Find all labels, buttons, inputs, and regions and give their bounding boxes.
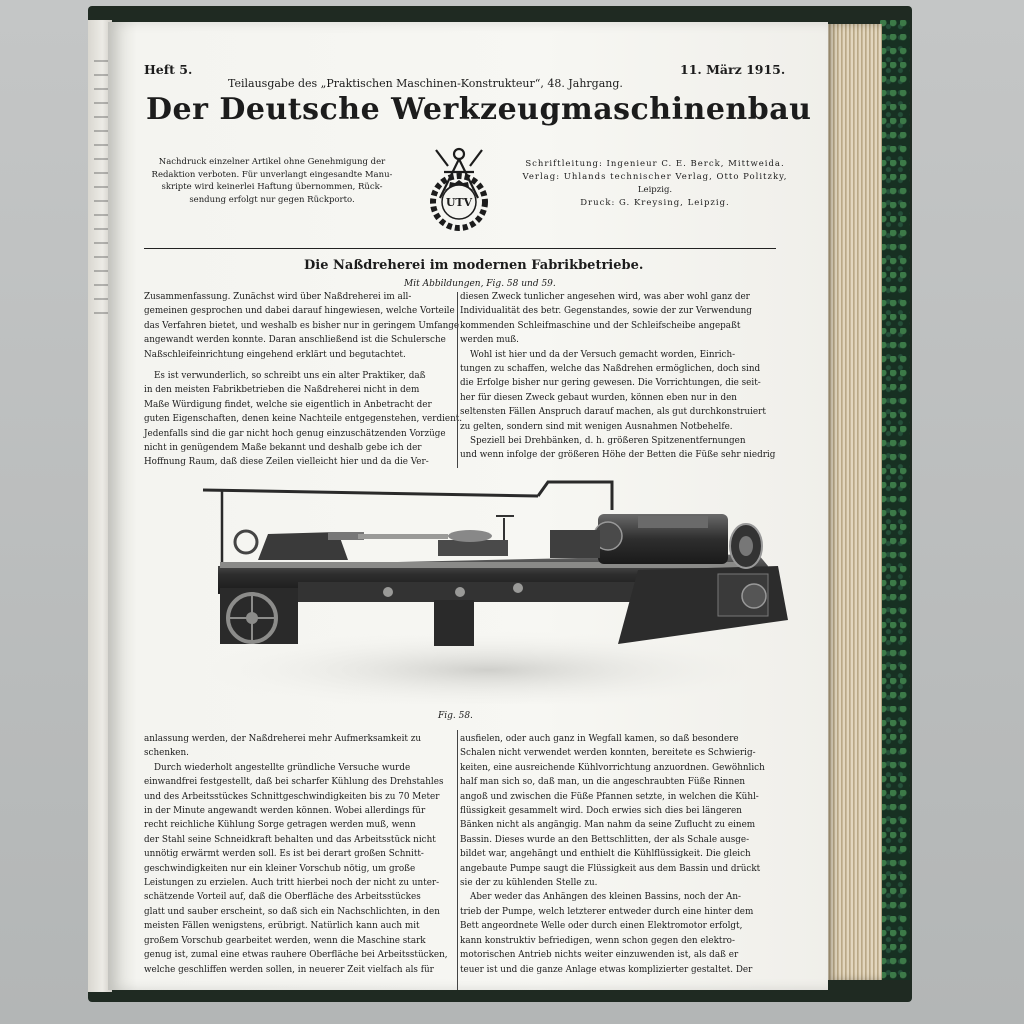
journal-title: Der Deutsche Werkzeugmaschinenbau <box>146 92 812 127</box>
text-line: zu gelten, sondern sind mit wenigen Ausnahmen Notbehelfe. <box>460 421 733 432</box>
text-line: großem Vorschub gearbeitet werden, wenn die Maschine stark <box>144 935 426 946</box>
text-line: angewandt werden konnte. Daran anschließend ist die Schulersche <box>144 335 446 346</box>
text-line: half man sich so, daß man, un die angeschraubten Füße Rinnen <box>460 777 746 788</box>
text-line: teuer ist und die ganze Anlage etwas komplizierter gestaltet. Der <box>460 964 753 975</box>
text-line: welche geschliffen werden sollen, in neuerer Zeit vielfach als für <box>144 964 434 975</box>
text-line: Aber weder das Anhängen des kleinen Bassins, noch der An- <box>470 892 741 903</box>
column-left-top <box>144 290 463 470</box>
text-line: guten Eigenschaften, denen keine Nachteile entgegenstehen, verdient. <box>144 414 463 425</box>
text-line: glatt und sauber erscheint, so daß sich ein Nachschlichten, in den <box>144 906 440 917</box>
text-line: Leistungen zu erzielen. Auch tritt hierbei noch der nicht zu unter- <box>144 878 440 889</box>
text-line: das Verfahren bietet, und weshalb es bisher nur in geringem Umfange <box>144 320 460 331</box>
text-line: genug ist, zumal eine etwas rauhere Oberfläche bei Arbeitsstücken, <box>144 950 448 961</box>
text-line: diesen Zweck tunlicher angesehen wird, was aber wohl ganz der <box>460 292 750 302</box>
text-line: sie der zu kühlenden Stelle zu. <box>460 878 598 889</box>
page-block-edges <box>826 24 882 980</box>
text-line: und wenn infolge der größeren Höhe der Betten die Füße sehr niedrig <box>460 450 776 461</box>
lathe-illustration <box>198 470 788 704</box>
text-line: in den meisten Fabrikbetrieben die Naßdreherei nicht in dem <box>144 385 420 396</box>
text-line: die Erfolge bisher nur gering gewesen. Die Vorrichtungen, die seit- <box>460 378 761 389</box>
text-line: Zusammenfassung. Zunächst wird über Naßdreherei im all- <box>144 292 412 302</box>
text-line: Maße Würdigung findet, welche sie eigentlich in Anbetracht der <box>144 399 432 410</box>
column-divider <box>457 730 458 990</box>
issue-date: 11. März 1915. <box>680 62 786 77</box>
editorial-info: Schriftleitung: Ingenieur C. E. Berck, Mittweida. Verlag: Uhlands technischer Verlag, Otto Politzky, Leipzig. Druck: G. Kreysing, Leipzig. <box>522 159 788 208</box>
reprint-notice: Nachdruck einzelner Artikel ohne Genehmigung der Redaktion verboten. Für unverlangt eingesandte Manu- skripte wird keinerlei Haftung übernommen, Rück- sendung erfolgt nur gegen Rückporto. <box>151 157 393 205</box>
marbled-cover-edge <box>880 20 910 980</box>
left-page-text-fragment <box>94 60 108 320</box>
text-line: meisten Fällen wenigstens, erübrigt. Natürlich kann auch mit <box>144 921 420 932</box>
text-line: Es ist verwunderlich, so schreibt uns ein alter Praktiker, daß <box>154 371 426 382</box>
text-line: nicht in genügendem Maße bekannt und deshalb gebe ich der <box>144 443 422 454</box>
article-subtitle: Mit Abbildungen, Fig. 58 und 59. <box>404 279 556 289</box>
text-line: ausfielen, oder auch ganz in Wegfall kamen, so daß besondere <box>460 734 739 744</box>
text-line: Wohl ist hier und da der Versuch gemacht worden, Einrich- <box>470 349 736 360</box>
text-line: Naßschleifeinrichtung eingehend erklärt und begutachtet. <box>144 349 406 360</box>
header-rule <box>144 248 776 249</box>
column-right-top <box>460 290 796 463</box>
text-line: recht reichliche Kühlung Sorge getragen werden muß, wenn <box>144 820 416 831</box>
text-line: Hoffnung Raum, daß diese Zeilen vielleicht hier und da die Ver- <box>144 457 429 468</box>
text-line: schenken. <box>144 748 189 759</box>
text-line: und des Arbeitsstückes Schnittgeschwindigkeiten bis zu 70 Meter <box>144 791 440 802</box>
column-divider <box>457 292 458 468</box>
text-line: werden muß. <box>460 335 519 346</box>
text-line: Individualität des betr. Gegenstandes, sowie der zur Verwendung <box>460 306 752 317</box>
text-line: angebaute Pumpe saugt die Flüssigkeit aus dem Bassin und drückt <box>460 863 761 874</box>
text-line: einwandfrei festgestellt, daß bei scharfer Kühlung des Drehstahles <box>144 777 444 788</box>
journal-subtitle: Teilausgabe des „Praktischen Maschinen-Konstrukteur“, 48. Jahrgang. <box>228 77 623 90</box>
text-line: Durch wiederholt angestellte gründliche Versuche wurde <box>154 762 411 773</box>
text-line: unnötig erwärmt werden soll. Es ist bei derart großen Schnitt- <box>144 849 424 860</box>
text-line: gemeinen gesprochen und dabei darauf hingewiesen, welche Vorteile <box>144 306 455 317</box>
text-line: tungen zu schaffen, welche das Naßdrehen ermöglichen, doch sind <box>460 364 761 375</box>
figure-caption: Fig. 58. <box>438 711 473 721</box>
article-title: Die Naßdreherei im modernen Fabrikbetriebe. <box>304 258 644 273</box>
text-line: keiten, eine ausreichende Kühlvorrichtung anzuordnen. Gewöhnlich <box>460 762 765 773</box>
column-right-bottom <box>460 732 796 977</box>
text-line: anlassung werden, der Naßdreherei mehr Aufmerksamkeit zu <box>144 734 422 744</box>
text-line: kommenden Schleifmaschine und der Schleifscheibe angepaßt <box>460 320 741 331</box>
text-line: flüssigkeit gesammelt wird. Doch erwies sich dies bei längeren <box>460 806 742 817</box>
issue-number: Heft 5. <box>144 62 193 77</box>
text-line: der Stahl seine Schneidkraft behalten und das Arbeitsstück nicht <box>144 834 436 845</box>
text-line: angoß und zwischen die Füße Pfannen setzte, in welchen die Kühl- <box>460 791 759 802</box>
text-line: Speziell bei Drehbänken, d. h. größeren Spitzenentfernungen <box>470 436 746 447</box>
text-line: her für diesen Zweck gebaut wurden, können eben nur in den <box>460 392 737 403</box>
text-line: Bett angeordnete Welle oder durch einen Elektromotor erfolgt, <box>460 921 743 932</box>
text-line: seltensten Fällen Anspruch darauf machen, als gut durchkonstruiert <box>460 407 766 418</box>
text-line: geschwindigkeiten nur ein kleiner Vorschub nötig, um große <box>144 863 416 874</box>
text-line: Bänken nicht als angängig. Man nahm da seine Zuflucht zu einem <box>460 820 756 831</box>
utv-logo-icon <box>414 136 504 240</box>
text-line: motorischen Antrieb nichts weiter einzuwenden ist, als daß er <box>460 950 739 961</box>
text-line: Schalen nicht verwendet werden konnten, bereitete es Schwierig- <box>460 748 756 759</box>
text-line: trieb der Pumpe, welch letzterer entweder durch eine hinter dem <box>460 906 754 917</box>
text-line: bildet war, angehängt und enthielt die Kühlflüssigkeit. Die gleich <box>460 849 751 860</box>
text-line: Jedenfalls sind die gar nicht hoch genug einzuschätzenden Vorzüge <box>144 428 446 439</box>
text-line: schätzende Vorteil auf, daß die Oberfläche des Arbeitsstückes <box>144 892 421 903</box>
column-left-bottom <box>144 732 460 977</box>
text-line: Bassin. Dieses wurde an den Bettschlitten, der als Schale ausge- <box>460 834 750 845</box>
logo-text: UTV <box>445 196 473 209</box>
journal-page <box>108 22 828 990</box>
text-line: in der Minute angewandt werden können. Wobei allerdings für <box>144 806 426 817</box>
text-line: kann konstruktiv befriedigen, wenn schon gegen den elektro- <box>460 935 735 946</box>
